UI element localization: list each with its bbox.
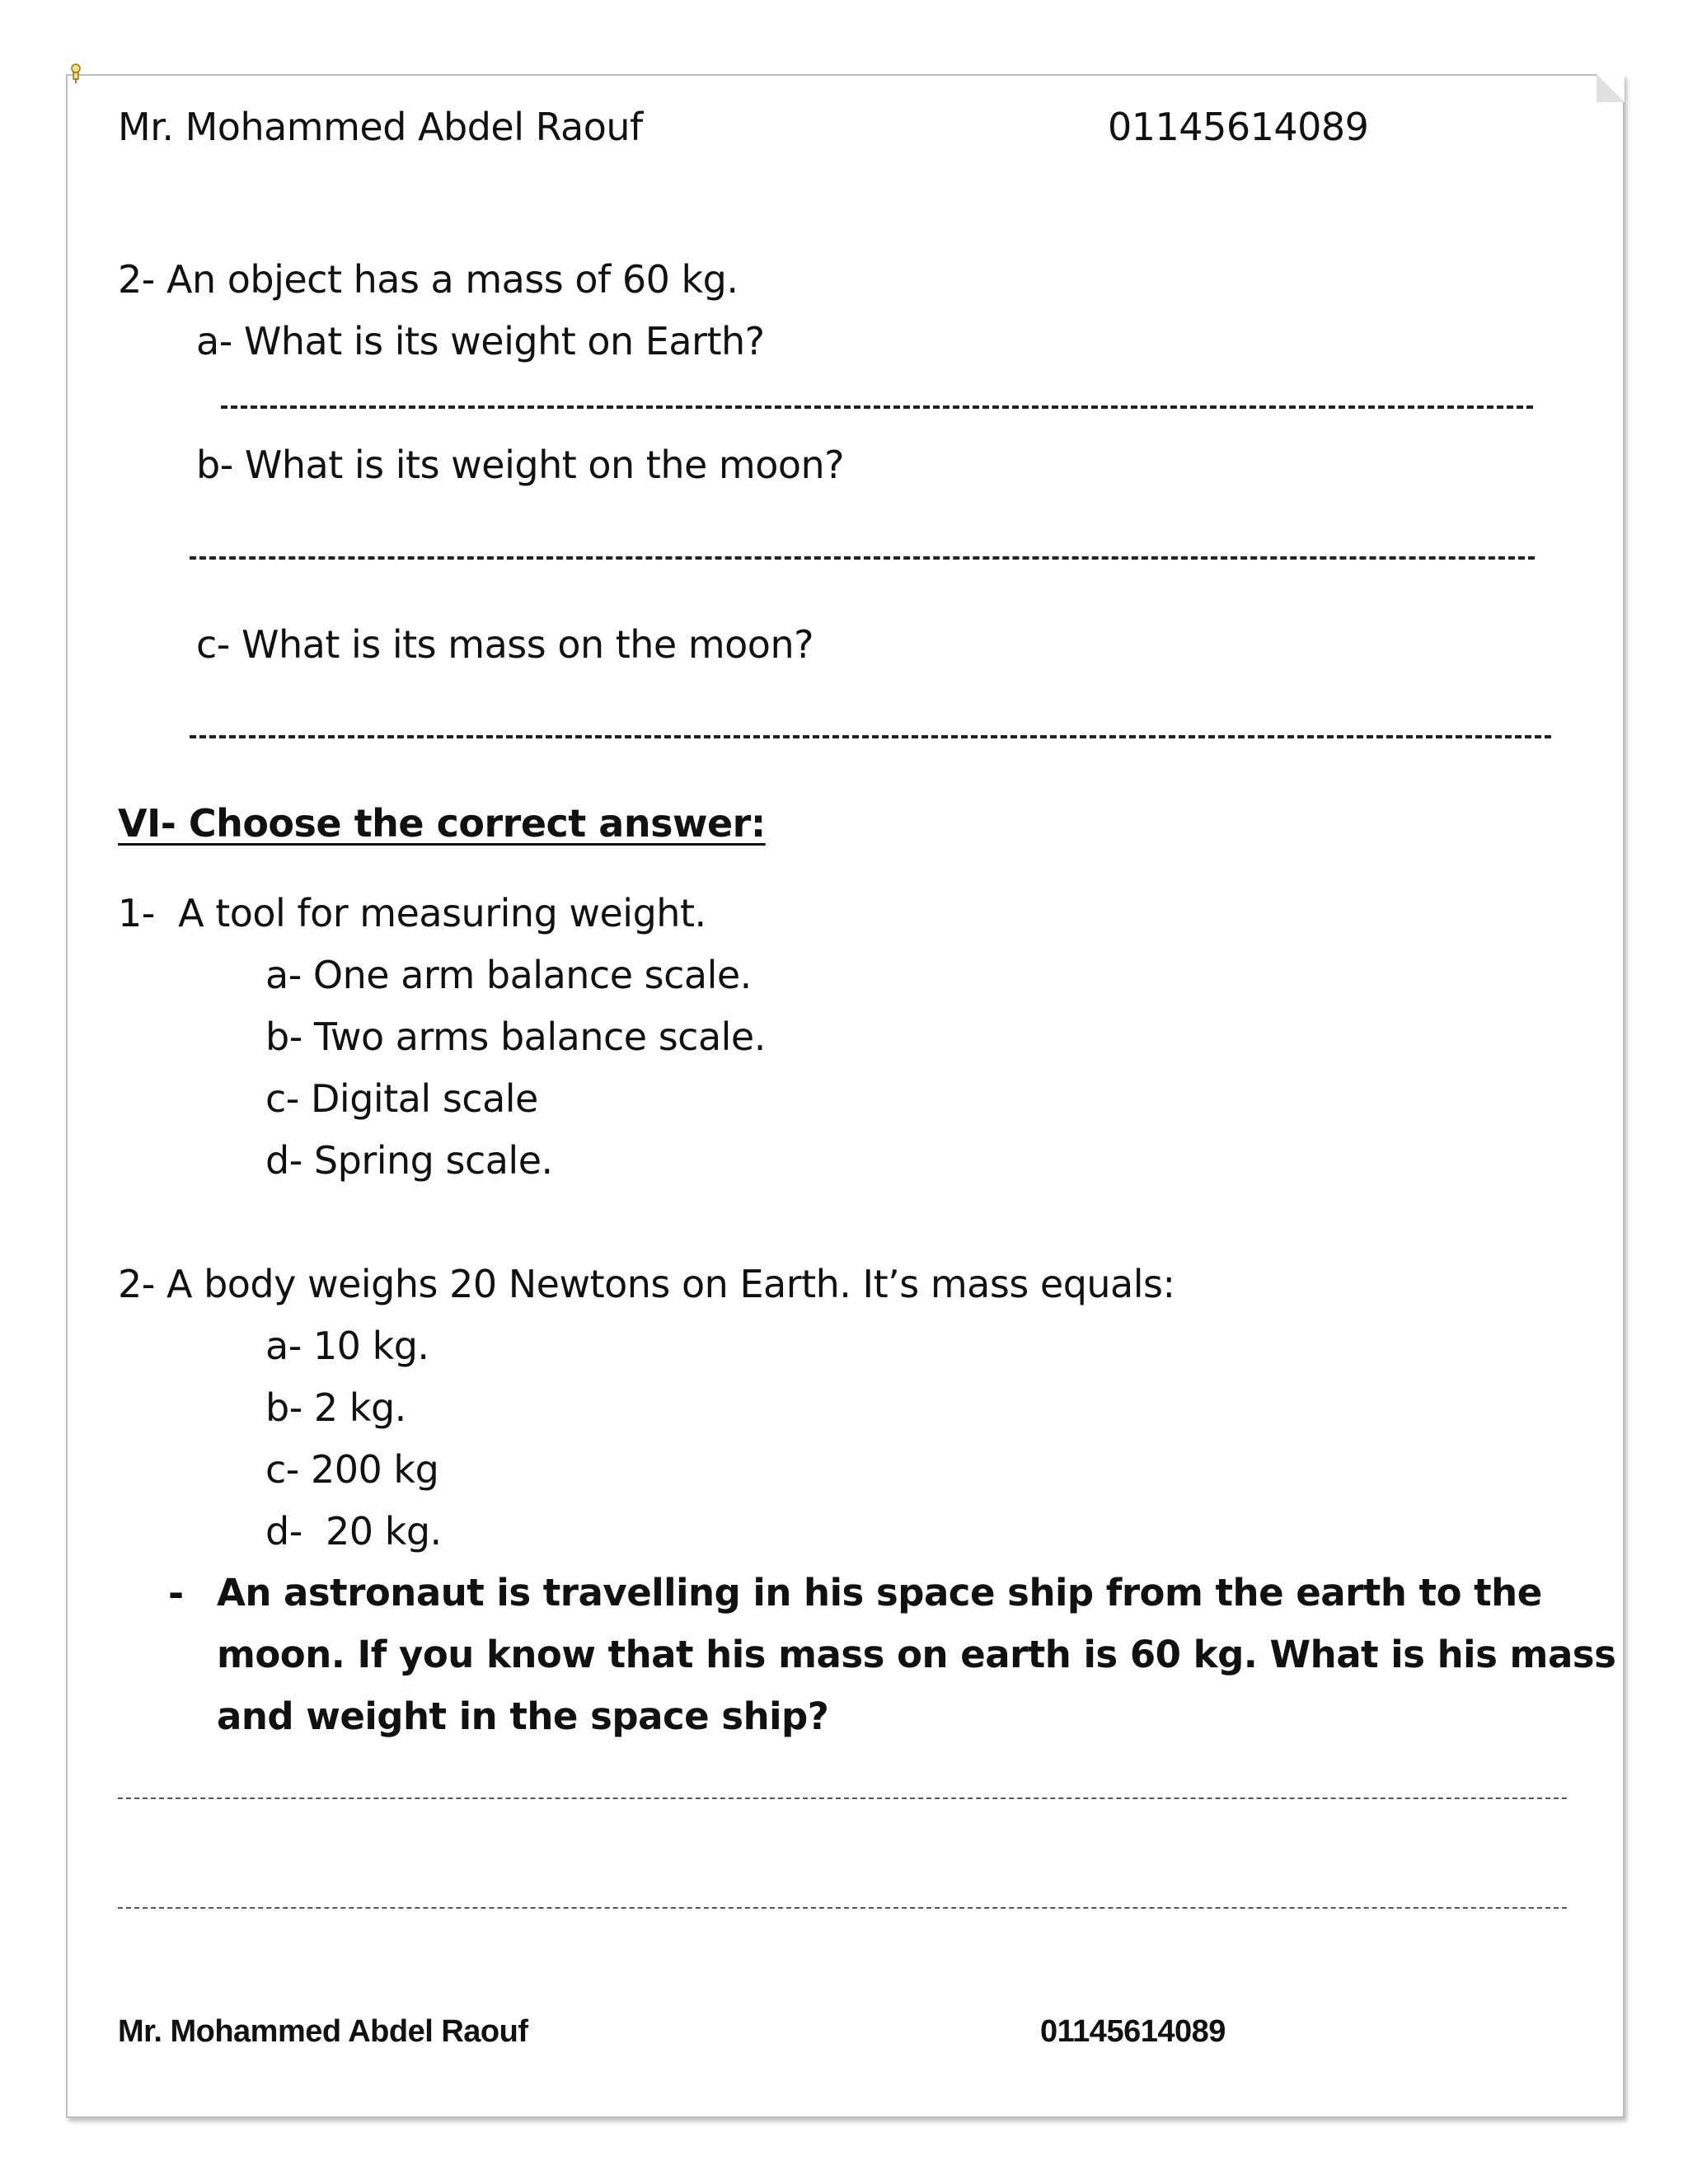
question-2a: a- What is its weight on Earth?	[196, 319, 765, 363]
question-2b: b- What is its weight on the moon?	[196, 443, 845, 487]
mcq2-option-c[interactable]: c- 200 kg	[265, 1447, 439, 1492]
pin-icon	[70, 63, 82, 83]
mcq1-option-d[interactable]: d- Spring scale.	[265, 1138, 553, 1183]
answer-line-astronaut-1[interactable]	[118, 1797, 1567, 1799]
mcq1-option-b[interactable]: b- Two arms balance scale.	[265, 1015, 766, 1059]
answer-line-2c[interactable]	[190, 735, 1551, 738]
mcq1-stem: 1- A tool for measuring weight.	[118, 891, 706, 935]
page-corner-fold	[1597, 74, 1625, 102]
section-title: VI- Choose the correct answer:	[118, 801, 766, 846]
question-2c: c- What is its mass on the moon?	[196, 622, 814, 667]
footer-phone: 01145614089	[1040, 2014, 1226, 2049]
header-teacher-name: Mr. Mohammed Abdel Raouf	[118, 105, 643, 149]
mcq2-stem: 2- A body weighs 20 Newtons on Earth. It’s mass equals:	[118, 1262, 1175, 1306]
question-2-stem: 2- An object has a mass of 60 kg.	[118, 257, 738, 302]
astronaut-question-line-2: moon. If you know that his mass on earth is 60 kg. What is his mass	[217, 1633, 1616, 1676]
footer-teacher-name: Mr. Mohammed Abdel Raouf	[118, 2014, 528, 2049]
mcq2-option-b[interactable]: b- 2 kg.	[265, 1385, 406, 1430]
answer-line-astronaut-2[interactable]	[118, 1907, 1567, 1909]
astronaut-question-line-3: and weight in the space ship?	[217, 1694, 829, 1738]
mcq2-option-d[interactable]: d- 20 kg.	[265, 1509, 442, 1554]
mcq1-option-c[interactable]: c- Digital scale	[265, 1076, 538, 1121]
mcq1-option-a[interactable]: a- One arm balance scale.	[265, 953, 752, 997]
mcq2-option-a[interactable]: a- 10 kg.	[265, 1324, 429, 1368]
answer-line-2a[interactable]	[221, 405, 1533, 409]
answer-line-2b[interactable]	[190, 556, 1535, 560]
astronaut-question-line-1: An astronaut is travelling in his space ship from the earth to the	[217, 1571, 1542, 1615]
bullet-marker: -	[168, 1571, 184, 1615]
header-phone: 01145614089	[1108, 105, 1369, 149]
